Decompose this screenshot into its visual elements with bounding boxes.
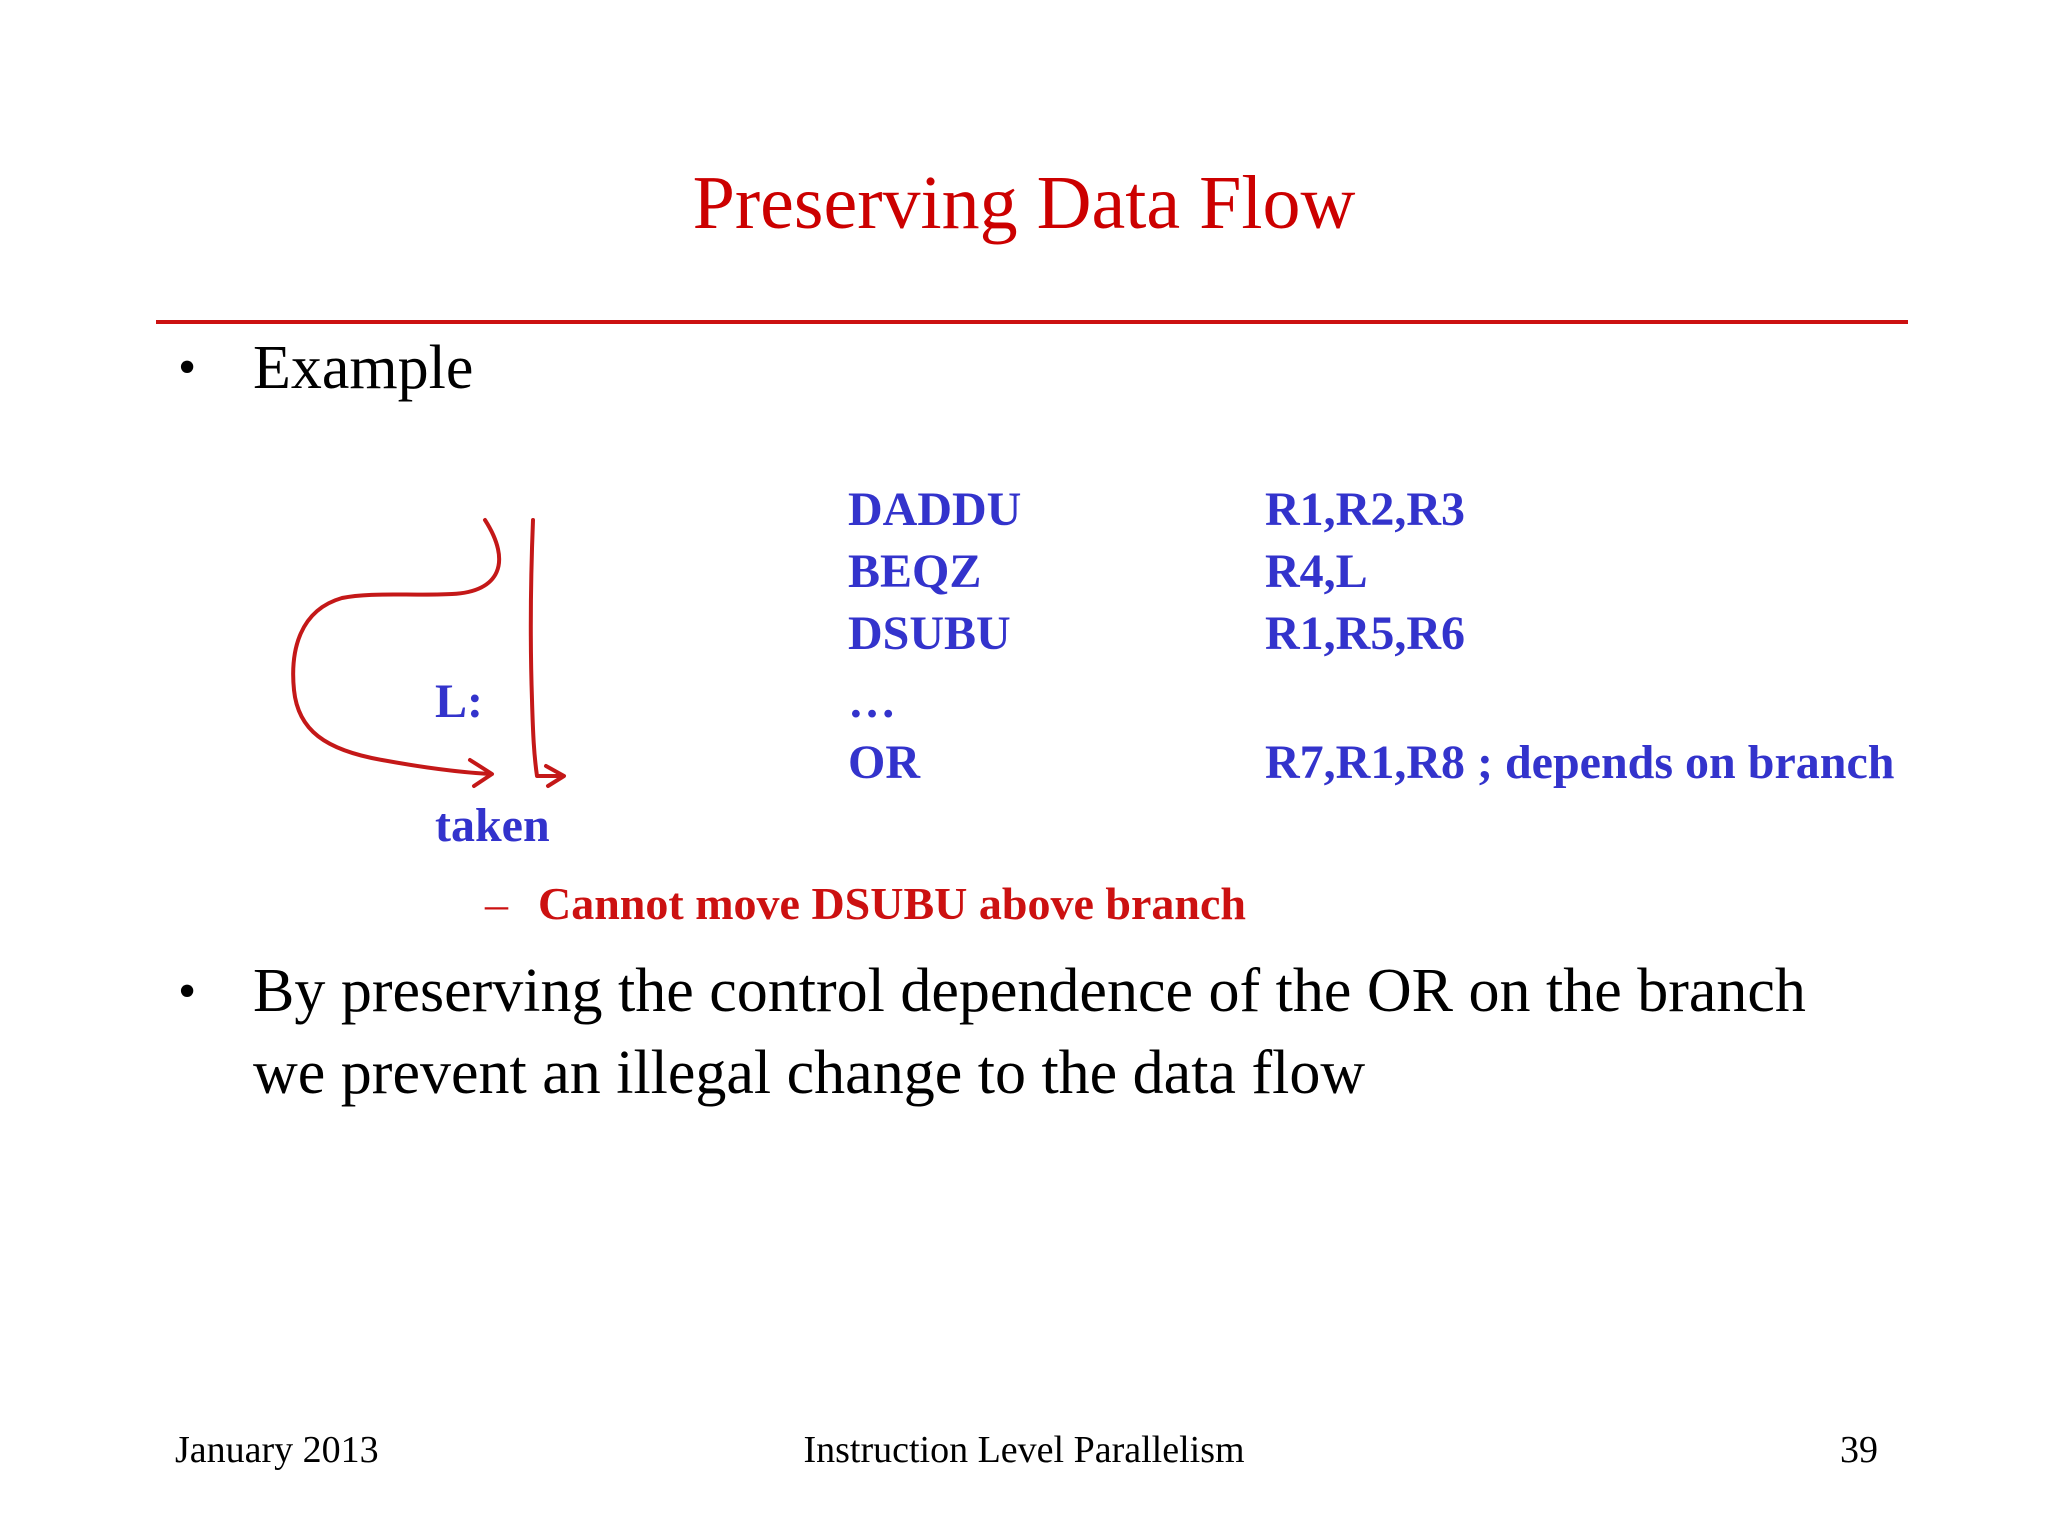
code-ellipsis: … xyxy=(848,675,896,728)
bullet-conclusion-line-2: we prevent an illegal change to the data flow xyxy=(253,1039,1366,1107)
bullet-example: Example xyxy=(253,334,474,402)
slide-title: Preserving Data Flow xyxy=(692,161,1356,245)
footer-date: January 2013 xyxy=(175,1429,379,1471)
code-op-dsubu: DSUBU xyxy=(848,607,1011,660)
sub-bullet-dsubu: Cannot move DSUBU above branch xyxy=(538,878,1246,929)
sub-bullet-marker: – xyxy=(485,878,508,929)
code-args-daddu: R1,R2,R3 xyxy=(1265,483,1465,536)
taken-branch-arrow xyxy=(293,520,499,774)
branch-taken-label: taken xyxy=(435,799,550,852)
code-op-or: OR xyxy=(848,736,920,789)
code-args-beqz: R4,L xyxy=(1265,545,1368,598)
title-divider xyxy=(156,320,1908,324)
code-args-or: R7,R1,R8 ; depends on branch xyxy=(1265,736,1895,789)
bullet-conclusion-line-1: By preserving the control dependence of the OR on the branch xyxy=(253,957,1806,1025)
fallthrough-arrowhead xyxy=(546,766,564,786)
code-args-dsubu: R1,R5,R6 xyxy=(1265,607,1465,660)
code-op-daddu: DADDU xyxy=(848,483,1022,536)
bullet-marker: • xyxy=(178,339,197,396)
footer-course-title: Instruction Level Parallelism xyxy=(803,1429,1245,1471)
footer-page-number: 39 xyxy=(1840,1429,1878,1471)
code-op-beqz: BEQZ xyxy=(848,545,982,598)
bullet-marker: • xyxy=(178,963,197,1020)
code-label-l: L: xyxy=(435,675,483,728)
taken-arrowhead xyxy=(470,760,492,786)
fallthrough-branch-arrow xyxy=(531,520,562,776)
